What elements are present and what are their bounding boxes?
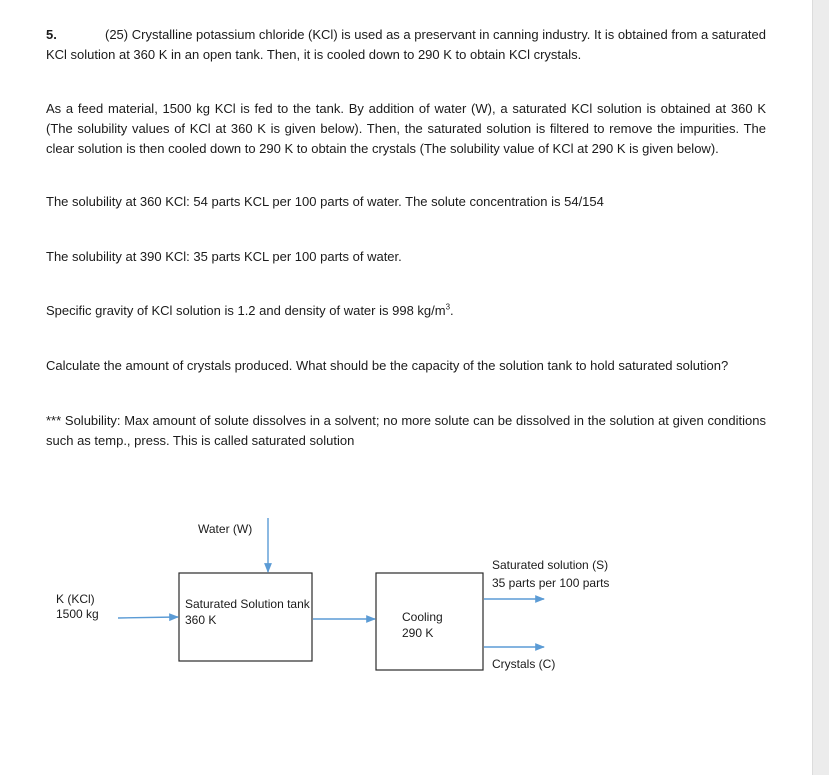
tank-label-line2: 360 K <box>185 613 217 627</box>
crystals-label: Crystals (C) <box>492 657 556 671</box>
tank-label-line1: Saturated Solution tank <box>185 597 310 611</box>
question-number: 5. <box>46 27 57 42</box>
water-label: Water (W) <box>198 522 253 536</box>
task-text: Calculate the amount of crystals produced. What should be the capacity of the solution tank to hold saturated solution? <box>46 358 729 373</box>
cooling-label-line2: 290 K <box>402 626 434 640</box>
cooling-label-line1: Cooling <box>402 610 443 624</box>
specific-gravity-end: . <box>450 303 454 318</box>
feed-label-line2: 1500 kg <box>56 607 99 621</box>
specific-gravity-sup: 3 <box>445 302 451 312</box>
saturated-solution-label-line2: 35 parts per 100 parts <box>492 576 610 590</box>
feed-label-line1: K (KCl) <box>56 592 95 606</box>
vertical-scrollbar[interactable] <box>812 0 829 775</box>
saturated-solution-label-line1: Saturated solution (S) <box>492 558 609 572</box>
kcl-feed-arrow <box>118 617 178 618</box>
question-intro-text: (25) Crystalline potassium chloride (KCl) is used as a preservant in canning industry. It is obtained from a saturated KCl solution at 360 K in an open tank. Then, it is cooled down to 290 K to obtain KCl crystals. <box>46 27 766 62</box>
solubility-360-text: The solubility at 360 KCl: 54 parts KCL per 100 parts of water. The solute concentration is 54/154 <box>46 194 604 209</box>
solubility-390-text: The solubility at 390 KCl: 35 parts KCL per 100 parts of water. <box>46 249 402 264</box>
feed-paragraph: As a feed material, 1500 kg KCl is fed to the tank. By addition of water (W), a saturated KCl solution is obtained at 360 K (The solubility values of KCl at 360 K is given below). Then, the saturated solution is filtered to remove the impurities. The clear solution is then cooled down to 290 K to obtain the crystals (The solubility value of KCl at 290 K is given below). <box>46 101 766 156</box>
solubility-note: *** Solubility: Max amount of solute dissolves in a solvent; no more solute can be dissolved in the solution at given conditions such as temp., press. This is called saturated solution <box>46 413 766 448</box>
specific-gravity-main: Specific gravity of KCl solution is 1.2 and density of water is 998 kg/m <box>46 303 446 318</box>
